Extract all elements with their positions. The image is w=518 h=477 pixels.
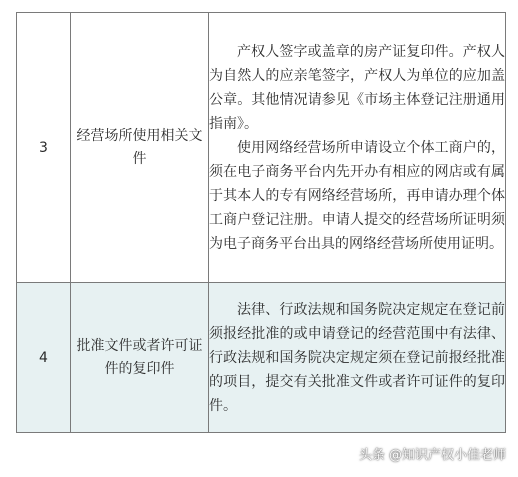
watermark: 头条 @知识产权小佳老师 <box>358 448 506 463</box>
item-description <box>209 283 506 433</box>
row-number: 3 <box>17 13 71 283</box>
requirements-table <box>16 12 506 433</box>
item-name: 批准文件或者许可证件的复印件 <box>71 283 209 433</box>
description-paragraph: 使用网络经营场所申请设立个体工商户的，须在电子商务平台内先开办有相应的网店或有属于其本人的专有网络经营场所，再申请办理个体工商户登记注册。申请人提交的经营场所证明须为电子商务平台出具的网络经营场所使用证明。 <box>209 139 505 252</box>
table-row <box>17 283 506 433</box>
row-number: 4 <box>17 283 71 433</box>
table-row <box>17 13 506 283</box>
item-name: 经营场所使用相关文件 <box>71 13 209 283</box>
description-paragraph: 法律、行政法规和国务院决定规定在登记前须报经批准的或申请登记的经营范围中有法律、行政法规和国务院决定规定须在登记前报经批准的项目，提交有关批准文件或者许可证件的复印件。 <box>209 301 505 414</box>
description-paragraph: 产权人签字或盖章的房产证复印件。产权人为自然人的应亲笔签字，产权人为单位的应加盖公章。其他情况请参见《市场主体登记注册通用指南》。 <box>209 43 505 132</box>
item-description <box>209 13 506 283</box>
